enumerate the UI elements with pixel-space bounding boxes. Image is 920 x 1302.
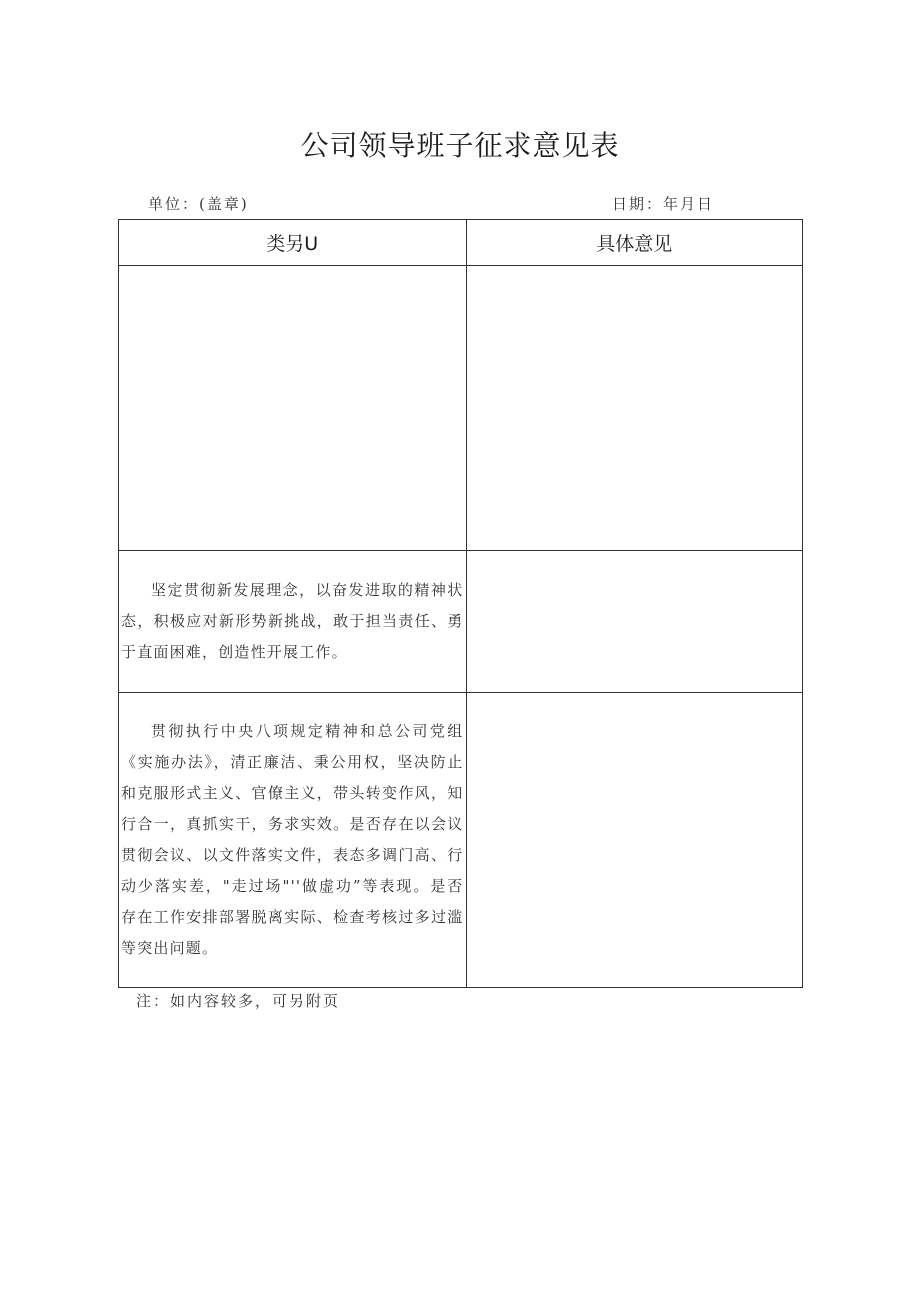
category-cell: [119, 693, 467, 988]
table-row: [119, 551, 803, 693]
header-opinion: 具体意见: [466, 220, 803, 266]
category-cell: [119, 266, 467, 551]
table-header-row: [119, 220, 803, 266]
opinion-cell[interactable]: [466, 693, 803, 988]
opinion-cell[interactable]: [466, 551, 803, 693]
header-category: 类另U: [119, 220, 467, 266]
page-title: 公司领导班子征求意见表: [300, 129, 620, 162]
category-cell: [119, 551, 467, 693]
date-label: 日期：年月日: [612, 195, 715, 213]
opinion-cell[interactable]: [466, 266, 803, 551]
table-row: [119, 693, 803, 988]
category-text: 贯彻执行中央八项规定精神和总公司党组《实施办法》，清正廉洁、秉公用权，坚决防止和克服形式主义、官僚主义，带头转变作风，知行合一，真抓实干，务求实效。是否存在以会议贯彻会议、以文件落实文件，表态多调门高、行动少落实差，"走过场"''做虚功”等表现。是否存在工作安排部署脱离实际、检查考核过多过滥等突出问题。: [121, 722, 464, 957]
footnote: 注：如内容较多，可另附页: [136, 992, 341, 1010]
table-row: [119, 266, 803, 551]
category-text: 坚定贯彻新发展理念，以奋发进取的精神状态，积极应对新形势新挑战，敢于担当责任、勇于直面困难，创造性开展工作。: [121, 581, 464, 661]
unit-label: 单位：(盖章): [148, 195, 249, 213]
opinion-form-table: [118, 219, 803, 988]
